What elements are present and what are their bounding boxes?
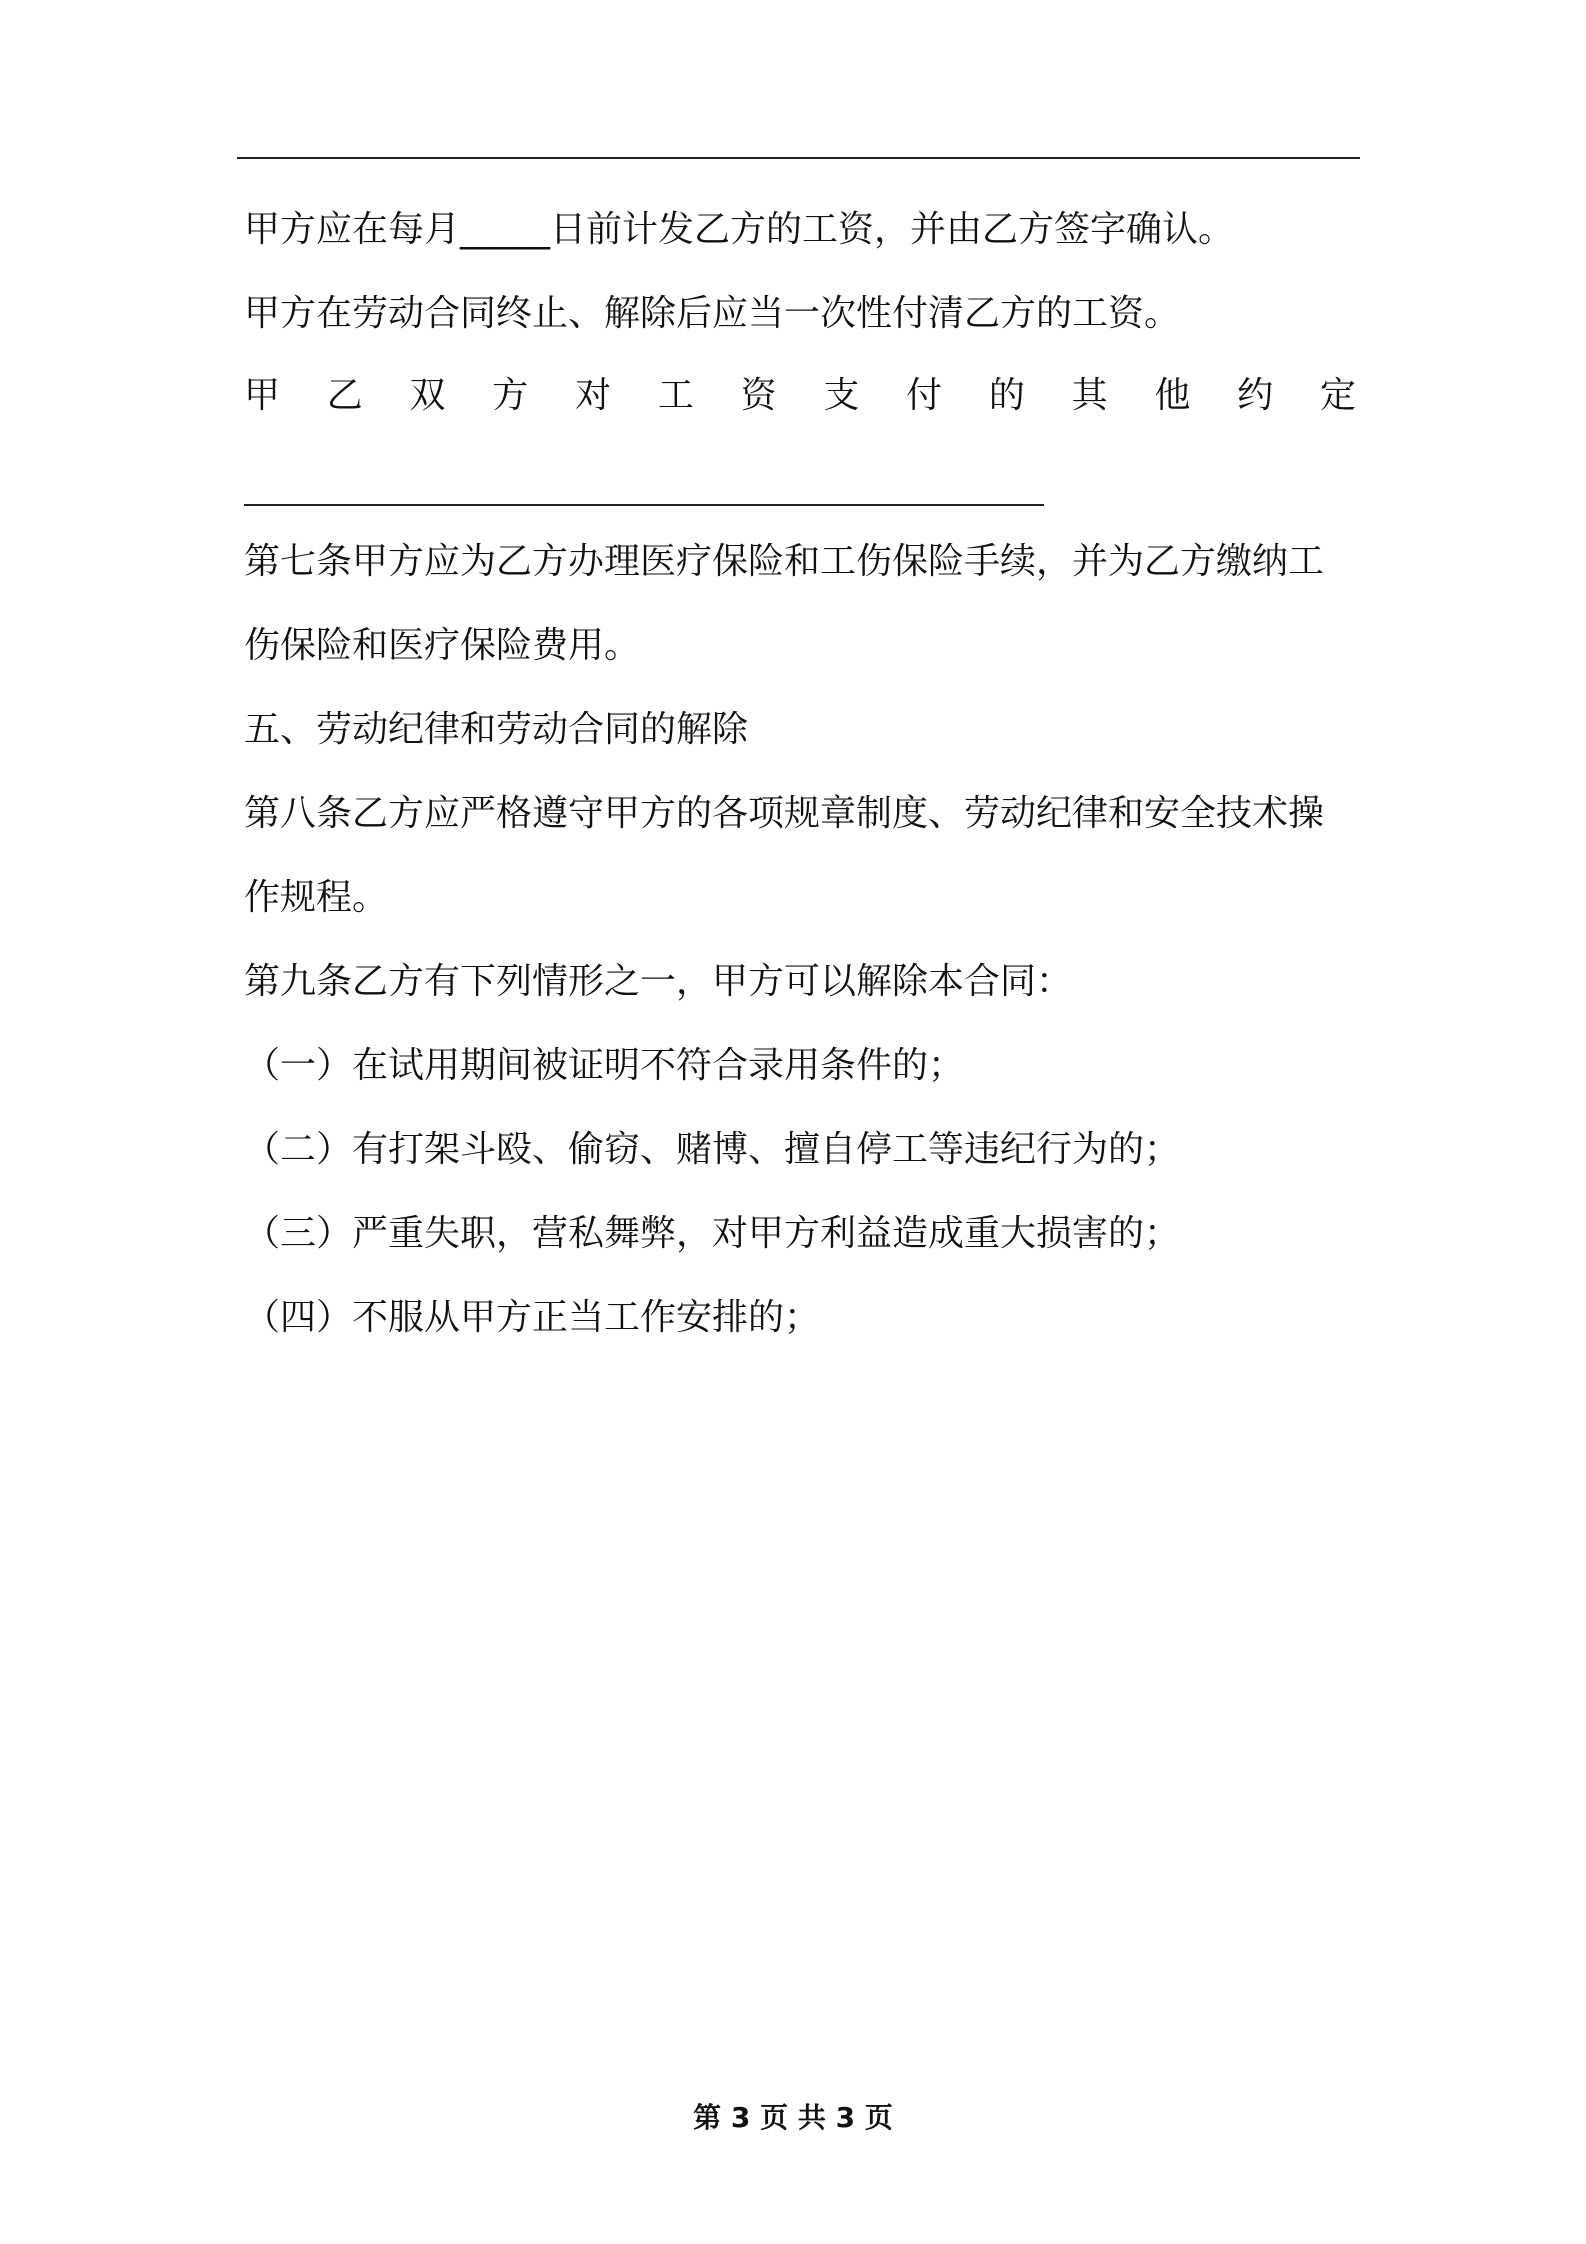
list-item: （三）严重失职，营私舞弊，对甲方利益造成重大损害的； [244, 1213, 1181, 1254]
list-item: （一）在试用期间被证明不符合录用条件的； [244, 1045, 965, 1086]
spread-char: 资 [740, 375, 777, 416]
article-eight-line-1: 第八条乙方应严格遵守甲方的各项规章制度、劳动纪律和安全技术操 [244, 793, 1325, 834]
page-number: 第 3 页 共 3 页 [693, 2101, 893, 2134]
article-eight-line-2: 作规程。 [244, 877, 389, 918]
fill-in-blank-line [244, 504, 1044, 506]
spread-char: 甲 [244, 375, 281, 416]
article-nine-intro: 第九条乙方有下列情形之一，甲方可以解除本合同： [244, 961, 1073, 1002]
spread-char: 他 [1154, 375, 1191, 416]
article-seven-line-1: 第七条甲方应为乙方办理医疗保险和工伤保险手续，并为乙方缴纳工 [244, 541, 1325, 582]
list-item: （四）不服从甲方正当工作安排的； [244, 1297, 821, 1338]
spread-char: 的 [988, 375, 1025, 416]
paragraph-pay-date: 甲方应在每月_____日前计发乙方的工资，并由乙方签字确认。 [244, 209, 1235, 250]
paragraph-other-agreement [244, 374, 1356, 418]
spread-char: 乙 [326, 375, 363, 416]
list-item: （二）有打架斗殴、偷窃、赌博、擅自停工等违纪行为的； [244, 1129, 1181, 1170]
spread-char: 其 [1071, 375, 1108, 416]
paragraph-final-pay: 甲方在劳动合同终止、解除后应当一次性付清乙方的工资。 [244, 293, 1181, 334]
spread-char: 对 [575, 375, 612, 416]
spread-char: 支 [823, 375, 860, 416]
spread-char: 付 [906, 375, 943, 416]
spread-char: 约 [1237, 375, 1274, 416]
article-seven-line-2: 伤保险和医疗保险费用。 [244, 625, 641, 666]
header-rule [237, 157, 1360, 159]
section-five-heading: 五、劳动纪律和劳动合同的解除 [244, 709, 749, 750]
spread-char: 双 [409, 375, 446, 416]
spread-char: 方 [492, 375, 529, 416]
spread-char: 定 [1319, 375, 1356, 416]
spread-char: 工 [657, 375, 694, 416]
